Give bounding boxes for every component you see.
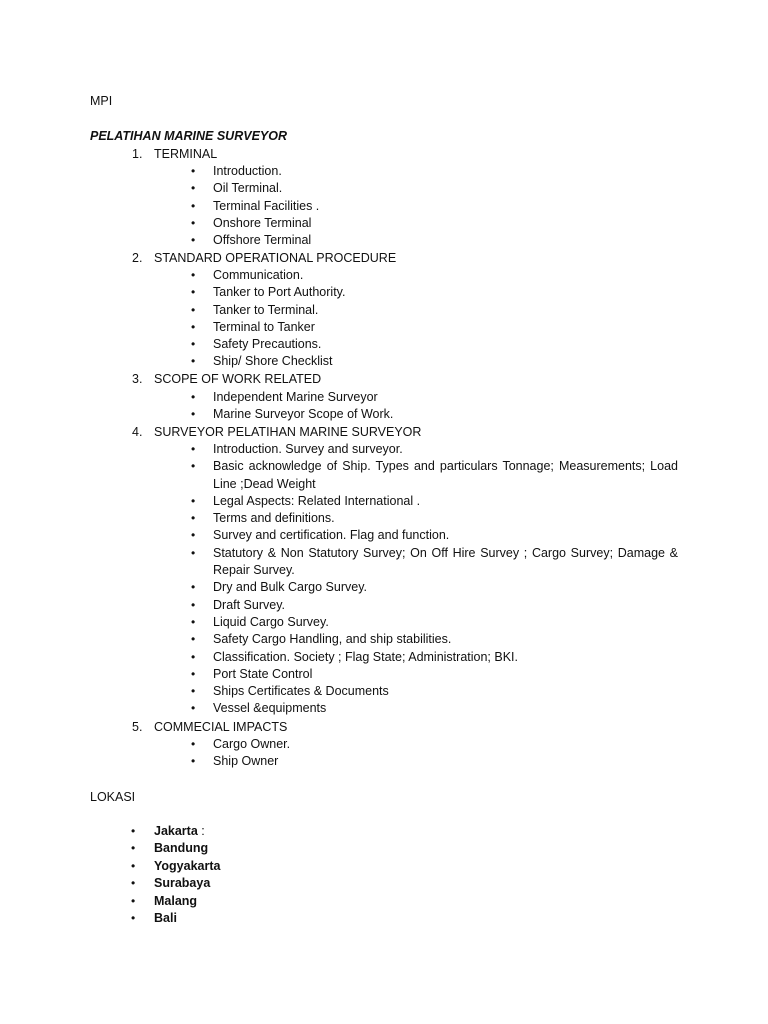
list-item: • Statutory & Non Statutory Survey; On Off Hire Survey ; Cargo Survey; Damage & Repair Survey. (191, 545, 678, 578)
bullet-icon: • (191, 319, 196, 334)
bullet-icon: • (131, 893, 136, 908)
bullet-icon: • (191, 164, 196, 178)
org-name: MPI (90, 94, 113, 108)
section-number: 4. (132, 425, 143, 439)
bullet-icon: • (131, 876, 136, 891)
list-item: • Legal Aspects: Related International . (0, 493, 678, 510)
bullet-icon: • (191, 684, 196, 699)
bullet-icon: • (191, 390, 196, 404)
bullet-icon: • (191, 442, 196, 456)
bullet-icon: • (191, 285, 196, 300)
location-item (0, 858, 220, 875)
list-item: • Vessel &equipments (0, 700, 678, 717)
bullet-icon: • (191, 666, 196, 681)
list-item: • Tanker to Port Authority. (0, 284, 678, 301)
bullet-icon: • (191, 632, 196, 647)
section-number: 5. (132, 720, 143, 734)
list-item: • Marine Surveyor Scope of Work. (0, 406, 678, 423)
list-item: • Liquid Cargo Survey. (0, 614, 678, 631)
bullet-icon: • (191, 337, 196, 352)
list-item: • Cargo Owner. (0, 736, 678, 753)
bullet-icon: • (131, 858, 136, 873)
list-item: • Introduction. (0, 163, 678, 180)
bullet-icon: • (191, 649, 196, 664)
bullet-icon: • (191, 701, 196, 716)
document-title: PELATIHAN MARINE SURVEYOR (90, 129, 288, 143)
bullet-icon: • (131, 911, 136, 926)
section-heading-surveyor (132, 424, 421, 441)
bullet-icon: • (131, 824, 136, 838)
section-heading-sop (132, 250, 396, 267)
locations-list (0, 823, 220, 927)
list-item: • Terms and definitions. (0, 510, 678, 527)
list-item: • Introduction. Survey and surveyor. (0, 441, 678, 458)
bullet-icon: • (191, 215, 196, 230)
bullet-icon: • (191, 268, 196, 282)
bullet-icon: • (191, 233, 196, 248)
bullet-icon: • (191, 754, 196, 769)
list-item: • Basic acknowledge of Ship. Types and particulars Tonnage; Measurements; Load Line ;Dead Weight (191, 459, 678, 491)
section-items-surveyor (0, 441, 678, 718)
bullet-icon: • (191, 302, 196, 317)
location-item (0, 910, 220, 927)
section-items-scope (0, 389, 678, 424)
list-item: • Ship/ Shore Checklist (0, 353, 678, 370)
bullet-icon: • (191, 737, 196, 751)
list-item: • Tanker to Terminal. (0, 302, 678, 319)
location-item (0, 840, 220, 857)
section-title: SURVEYOR PELATIHAN MARINE SURVEYOR (154, 425, 422, 439)
locations-heading: LOKASI (90, 790, 136, 804)
location-item (0, 823, 220, 840)
list-item: • Safety Cargo Handling, and ship stabilities. (0, 631, 678, 648)
section-heading-terminal (132, 146, 217, 163)
list-item: • Survey and certification. Flag and function. (0, 527, 678, 544)
location-name: Bali (154, 911, 177, 926)
section-title: SCOPE OF WORK RELATED (154, 372, 322, 386)
list-item: • Dry and Bulk Cargo Survey. (0, 579, 678, 596)
list-item: • Independent Marine Surveyor (0, 389, 678, 406)
list-item: • Offshore Terminal (0, 232, 678, 249)
section-number: 2. (132, 251, 143, 265)
bullet-icon: • (131, 841, 136, 856)
bullet-icon: • (191, 459, 196, 474)
list-item: • Ship Owner (0, 753, 678, 770)
location-item (0, 893, 220, 910)
bullet-icon: • (191, 407, 196, 422)
bullet-icon: • (191, 528, 196, 543)
section-items-terminal (0, 163, 678, 249)
bullet-icon: • (191, 511, 196, 526)
section-heading-scope (132, 371, 321, 388)
list-item: • Classification. Society ; Flag State; Administration; BKI. (0, 649, 678, 666)
location-name: Malang (154, 893, 198, 908)
list-item: • Ships Certificates & Documents (0, 683, 678, 700)
location-name: Surabaya (154, 876, 211, 891)
bullet-icon: • (191, 354, 196, 369)
list-item: • Terminal to Tanker (0, 319, 678, 336)
bullet-icon: • (191, 614, 196, 629)
list-item: • Terminal Facilities . (0, 198, 678, 215)
bullet-icon: • (191, 597, 196, 612)
section-title: STANDARD OPERATIONAL PROCEDURE (154, 251, 397, 265)
section-number: 3. (132, 372, 143, 386)
location-name: Bandung (154, 841, 209, 856)
section-heading-commercial (132, 719, 287, 736)
bullet-icon: • (191, 198, 196, 213)
list-item: • Safety Precautions. (0, 336, 678, 353)
list-item: • Communication. (0, 267, 678, 284)
list-item: • Oil Terminal. (0, 180, 678, 197)
location-suffix: : (197, 824, 205, 838)
section-items-commercial (0, 736, 678, 771)
section-number: 1. (132, 147, 143, 161)
list-item: • Port State Control (0, 666, 678, 683)
location-name: Jakarta (154, 824, 198, 838)
list-item: • Draft Survey. (0, 597, 678, 614)
location-name: Yogyakarta (154, 858, 221, 873)
bullet-icon: • (191, 580, 196, 595)
location-item (0, 875, 220, 892)
list-item: • Onshore Terminal (0, 215, 678, 232)
bullet-icon: • (191, 181, 196, 196)
bullet-icon: • (191, 545, 196, 560)
section-title: COMMECIAL IMPACTS (154, 720, 288, 734)
section-title: TERMINAL (154, 147, 218, 161)
section-items-sop (0, 267, 678, 371)
bullet-icon: • (191, 493, 196, 508)
